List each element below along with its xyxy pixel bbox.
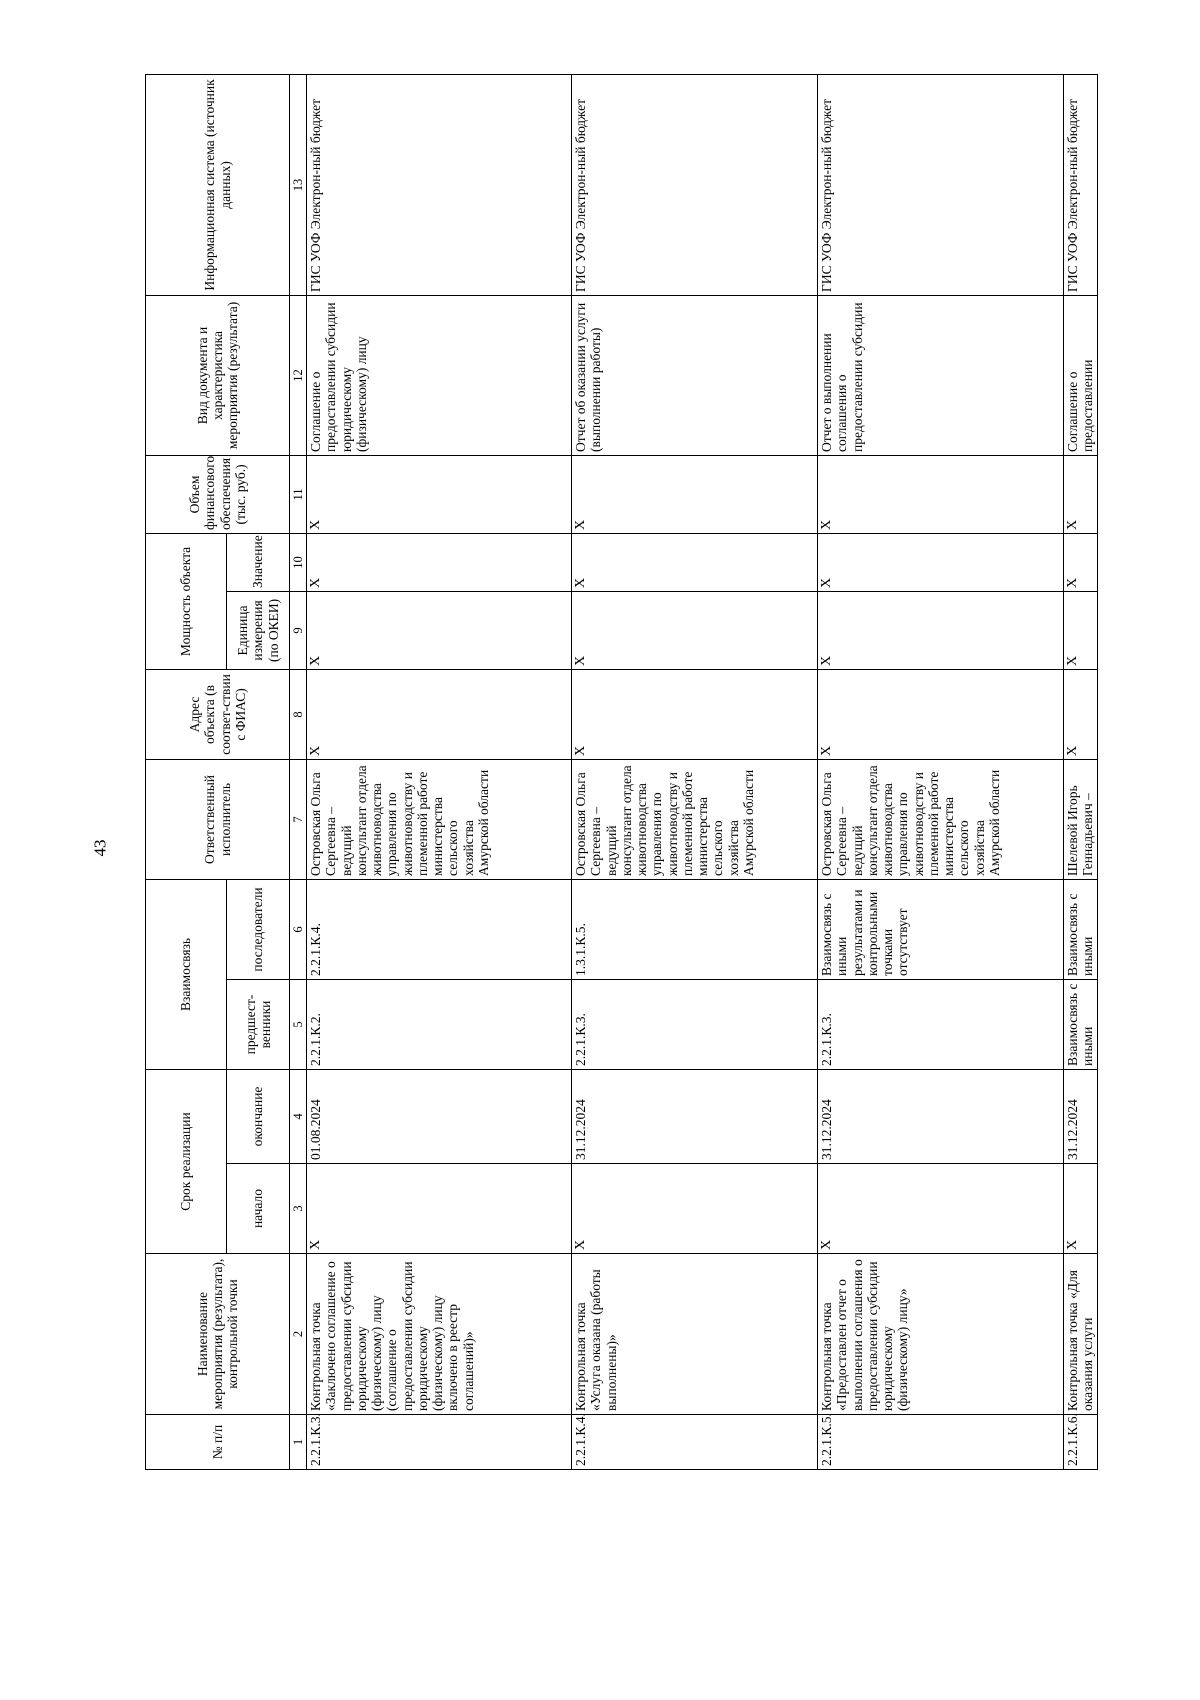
cell-num: 2.2.1.К.3. xyxy=(307,1415,572,1470)
column-number: 10 xyxy=(290,533,307,591)
cell-capacity-unit: X xyxy=(1064,591,1098,669)
table-row xyxy=(1064,74,1098,1469)
cell-address: X xyxy=(572,669,818,759)
table-row xyxy=(307,74,572,1469)
cell-address: X xyxy=(1064,669,1098,759)
cell-end: 31.12.2024 xyxy=(1064,1069,1098,1163)
header-info-system: Информационная система (источник данных) xyxy=(146,74,290,295)
cell-end: 01.08.2024 xyxy=(307,1069,572,1163)
cell-capacity-unit: X xyxy=(818,591,1064,669)
cell-capacity-value: X xyxy=(1064,533,1098,591)
cell-address: X xyxy=(818,669,1064,759)
column-number: 11 xyxy=(290,455,307,533)
cell-responsible: Островская Ольга Сергеевна – ведущий консультант отдела животноводства управления по животноводству и племенной работе министерства сельского хозяйства Амурской области xyxy=(572,759,818,879)
cell-name: Контрольная точка «Заключено соглашение о предоставлении субсидии юридическому (физическому) лицу (соглашение о предоставлении субсидии юридическому (физическому) лицу включено в реестр соглашений)» xyxy=(307,1254,572,1415)
column-number: 12 xyxy=(290,295,307,455)
cell-end: 31.12.2024 xyxy=(818,1069,1064,1163)
cell-doc-type: Отчет об оказании услуги (выполнении работы) xyxy=(572,295,818,455)
cell-responsible: Островская Ольга Сергеевна – ведущий консультант отдела животноводства управления по животноводству и племенной работе министерства сельского хозяйства Амурской области xyxy=(307,759,572,879)
header-term: Срок реализации xyxy=(146,1069,227,1253)
cell-finance: X xyxy=(1064,455,1098,533)
table-header xyxy=(146,74,307,1469)
column-number: 2 xyxy=(290,1254,307,1415)
cell-capacity-value: X xyxy=(818,533,1064,591)
header-capacity: Мощность объекта xyxy=(146,533,227,669)
cell-end: 31.12.2024 xyxy=(572,1069,818,1163)
page-number: 43 xyxy=(90,839,110,857)
cell-finance: X xyxy=(572,455,818,533)
column-number: 8 xyxy=(290,669,307,759)
column-numbers-row xyxy=(290,74,307,1469)
cell-capacity-value: X xyxy=(307,533,572,591)
cell-name: Контрольная точка «Для оказания услуги xyxy=(1064,1254,1098,1415)
cell-num: 2.2.1.К.5. xyxy=(818,1415,1064,1470)
header-capacity-unit: Единица измерения (по ОКЕИ) xyxy=(227,591,290,669)
column-number: 4 xyxy=(290,1069,307,1163)
header-name: Наименование мероприятия (результата), контрольной точки xyxy=(146,1254,290,1415)
cell-start: X xyxy=(572,1164,818,1254)
header-link-succ: последователи xyxy=(227,879,290,979)
header-capacity-value: Значение xyxy=(227,533,290,591)
cell-start: X xyxy=(818,1164,1064,1254)
cell-successors: 1.3.1.К.5. xyxy=(572,879,818,979)
header-link-pred: предшест-венники xyxy=(227,979,290,1069)
cell-info-system: ГИС УОФ Электрон-ный бюджет xyxy=(818,74,1064,295)
cell-capacity-value: X xyxy=(572,533,818,591)
rotated-table-container xyxy=(145,75,1175,1470)
cell-finance: X xyxy=(307,455,572,533)
header-address: Адрес объекта (в соответ-ствии с ФИАС) xyxy=(146,669,290,759)
cell-info-system: ГИС УОФ Электрон-ный бюджет xyxy=(1064,74,1098,295)
cell-name: Контрольная точка «Предоставлен отчет о выполнении соглашения о предоставлении субсидии юридическому (физическому) лицу» xyxy=(818,1254,1064,1415)
cell-predecessors: 2.2.1.К.3. xyxy=(572,979,818,1069)
column-number: 6 xyxy=(290,879,307,979)
cell-info-system: ГИС УОФ Электрон-ный бюджет xyxy=(307,74,572,295)
cell-predecessors: 2.2.1.К.2. xyxy=(307,979,572,1069)
cell-num: 2.2.1.К.6. xyxy=(1064,1415,1098,1470)
plan-table xyxy=(145,74,1098,1470)
cell-doc-type: Отчет о выполнении соглашения о предоставлении субсидии xyxy=(818,295,1064,455)
table-body xyxy=(307,74,1098,1469)
cell-finance: X xyxy=(818,455,1064,533)
cell-successors: Взаимосвязь с иными xyxy=(1064,879,1098,979)
cell-successors: 2.2.1.К.4. xyxy=(307,879,572,979)
column-number: 9 xyxy=(290,591,307,669)
header-num: № п/п xyxy=(146,1415,290,1470)
table-row xyxy=(818,74,1064,1469)
cell-predecessors: Взаимосвязь с иными xyxy=(1064,979,1098,1069)
header-finance: Объем финансового обеспечения (тыс. руб.) xyxy=(146,455,290,533)
cell-info-system: ГИС УОФ Электрон-ный бюджет xyxy=(572,74,818,295)
column-number: 5 xyxy=(290,979,307,1069)
header-responsible: Ответственный исполнитель xyxy=(146,759,290,879)
table-row xyxy=(572,74,818,1469)
cell-responsible: Островская Ольга Сергеевна – ведущий консультант отдела животноводства управления по животноводству и племенной работе министерства сельского хозяйства Амурской области xyxy=(818,759,1064,879)
header-term-end: окончание xyxy=(227,1069,290,1163)
header-link: Взаимосвязь xyxy=(146,879,227,1069)
header-term-start: начало xyxy=(227,1164,290,1254)
column-number: 3 xyxy=(290,1164,307,1254)
cell-start: X xyxy=(1064,1164,1098,1254)
column-number: 7 xyxy=(290,759,307,879)
cell-address: X xyxy=(307,669,572,759)
cell-responsible: Шелевой Игорь Геннадьевич – xyxy=(1064,759,1098,879)
column-number: 1 xyxy=(290,1415,307,1470)
cell-doc-type: Соглашение о предоставлении субсидии юридическому (физическому) лицу xyxy=(307,295,572,455)
cell-predecessors: 2.2.1.К.3. xyxy=(818,979,1064,1069)
cell-num: 2.2.1.К.4. xyxy=(572,1415,818,1470)
cell-successors: Взаимосвязь с иными результатами и контрольными точками отсутствует xyxy=(818,879,1064,979)
cell-doc-type: Соглашение о предоставлении xyxy=(1064,295,1098,455)
column-number: 13 xyxy=(290,74,307,295)
cell-start: X xyxy=(307,1164,572,1254)
header-doc-type: Вид документа и характеристика мероприятия (результата) xyxy=(146,295,290,455)
cell-name: Контрольная точка «Услуга оказана (работы выполнены)» xyxy=(572,1254,818,1415)
cell-capacity-unit: X xyxy=(572,591,818,669)
cell-capacity-unit: X xyxy=(307,591,572,669)
